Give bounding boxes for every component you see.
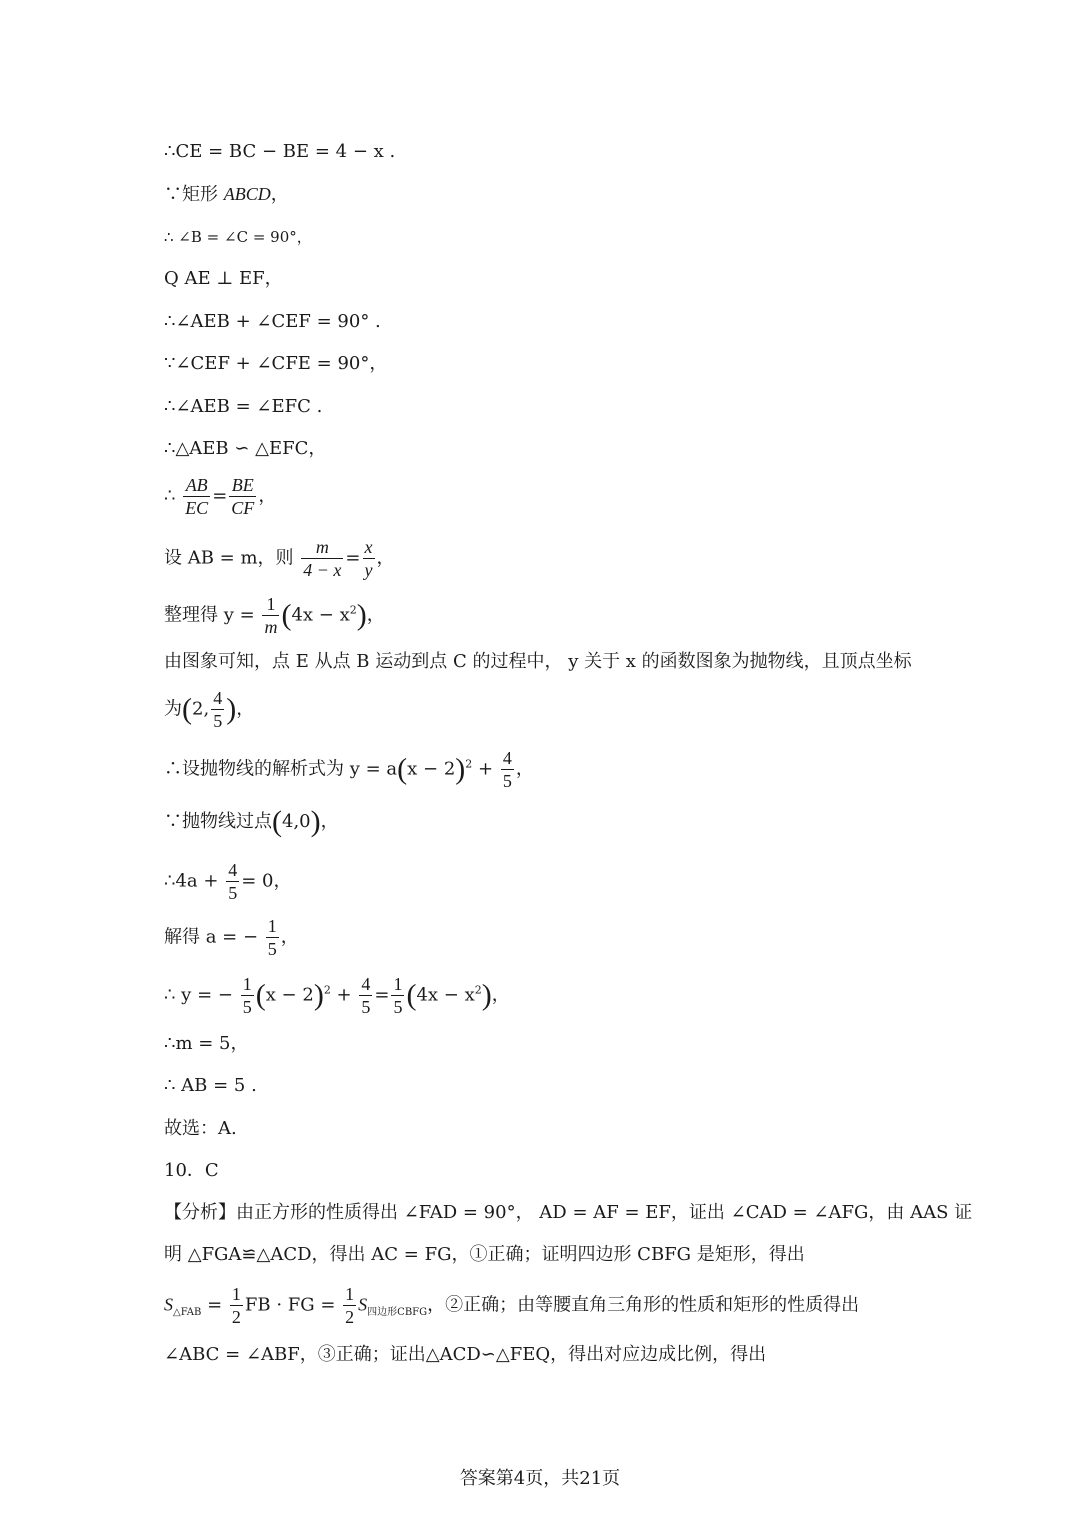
line-15: ∵抛物线过点(4,0)， bbox=[164, 805, 339, 838]
area-symbol-2: S bbox=[358, 1294, 368, 1315]
line-19-text: ∴m = 5， bbox=[164, 1033, 249, 1054]
frac-num: x bbox=[364, 537, 373, 557]
frac-den: EC bbox=[185, 498, 209, 518]
line-16 bbox=[164, 860, 291, 903]
fraction-1-5a bbox=[241, 974, 254, 1017]
frac-num: 1 bbox=[393, 974, 403, 994]
frac-den: 5 bbox=[267, 939, 277, 959]
page-footer: 答案第4页，共21页 bbox=[459, 1468, 621, 1489]
line-9: ∴ $\frac{AB}{EC}$ = $\frac{BE}{CF}$ ， bbox=[164, 475, 277, 518]
line-4 bbox=[164, 267, 283, 291]
frac-den: 4 − x bbox=[303, 560, 342, 580]
frac-num: 1 bbox=[267, 916, 277, 936]
line-16-prefix: ∴4a + bbox=[164, 870, 219, 892]
line-3 bbox=[164, 225, 312, 249]
line-26-text: ∠ABC = ∠ABF，③正确；证出△ACD∽△FEQ，得出对应边成比例，得出 bbox=[164, 1344, 767, 1365]
line-17: 解得 a = − $\frac{1}{5}$ ， bbox=[164, 916, 299, 959]
line-24-text: 明 △FGA≌△ACD，得出 AC = FG，①正确；证明四边形 CBFG 是矩形，得出 bbox=[164, 1244, 805, 1265]
line-23-text: 【分析】由正方形的性质得出 ∠FAD = 90°， AD = AF = EF，证出 ∠CAD = ∠AFG，由 AAS 证 bbox=[164, 1202, 973, 1223]
frac-num: 1 bbox=[242, 974, 252, 994]
line-18-expr2: 4x − x bbox=[416, 984, 475, 1006]
line-20 bbox=[164, 1074, 257, 1098]
line-13-a: 2, bbox=[192, 698, 210, 720]
line-12-text: 由图象可知，点 E 从点 B 运动到点 C 的过程中， y 关于 x 的函数图象为抛物线，且顶点坐标 bbox=[164, 651, 912, 672]
line-4-text: Q AE ⊥ EF， bbox=[164, 268, 283, 289]
line-11: 整理得 y = $\frac{1}{m}$ $(4x - x^2)$， bbox=[164, 594, 385, 637]
fraction-m bbox=[301, 537, 343, 580]
line-25: $S_{\triangle FAB}$ = $\frac{1}{2}$ FB · FG = $\frac{1}{2}$ $S_{四边形CBFG}$，②正确；由等腰直角三角形的性质和矩形的性质得出 bbox=[164, 1284, 860, 1327]
frac-num: m bbox=[315, 537, 329, 557]
line-14-prefix: ∴设抛物线的解析式为 y = a bbox=[164, 758, 398, 780]
line-2-suffix: ， bbox=[270, 184, 289, 205]
line-10-prefix: 设 AB = m，则 bbox=[164, 547, 294, 569]
fraction-1-5b bbox=[391, 974, 404, 1017]
line-11-expr: 4x − x bbox=[291, 604, 350, 626]
line-20-text: ∴ AB = 5 . bbox=[164, 1075, 257, 1096]
area-subscript-1: △FAB bbox=[173, 1307, 202, 1319]
fraction-4-5 bbox=[211, 688, 224, 731]
line-12 bbox=[164, 650, 912, 674]
line-5-text: ∴∠AEB + ∠CEF = 90° . bbox=[164, 311, 381, 332]
frac-den: 5 bbox=[393, 997, 403, 1017]
fraction-be-cf bbox=[229, 475, 256, 518]
fraction-1-2b bbox=[343, 1284, 356, 1327]
line-19 bbox=[164, 1032, 249, 1056]
frac-den: 5 bbox=[502, 771, 512, 791]
line-1 bbox=[164, 140, 395, 164]
line-2-var: ABCD bbox=[223, 184, 271, 204]
frac-num: 4 bbox=[228, 860, 238, 880]
line-5 bbox=[164, 310, 381, 334]
fraction-ab-ec bbox=[183, 475, 210, 518]
frac-den: m bbox=[264, 617, 278, 637]
frac-den: 2 bbox=[345, 1307, 355, 1327]
frac-num: BE bbox=[231, 475, 254, 495]
line-24 bbox=[164, 1243, 805, 1267]
line-21 bbox=[164, 1117, 237, 1141]
line-23 bbox=[164, 1201, 972, 1225]
frac-num: AB bbox=[185, 475, 208, 495]
line-13: 为(2, $\frac{4}{5}$ )， bbox=[164, 688, 255, 731]
line-18-prefix: ∴ y = − bbox=[164, 984, 233, 1006]
frac-den: 5 bbox=[361, 997, 371, 1017]
line-14: ∴设抛物线的解析式为 $y = a(x - 2)^2$ + $\frac{4}{5}$ ， bbox=[164, 748, 534, 791]
line-6-text: ∵∠CEF + ∠CFE = 90°， bbox=[164, 353, 388, 374]
frac-den: 5 bbox=[213, 711, 223, 731]
line-14-expr: x − 2 bbox=[407, 758, 456, 780]
fraction-xy bbox=[363, 537, 375, 580]
line-16-suffix: = 0， bbox=[241, 870, 292, 892]
line-17-prefix: 解得 a = − bbox=[164, 926, 259, 948]
fraction-1-2a bbox=[230, 1284, 243, 1327]
line-25-suffix: ，②正确；由等腰直角三角形的性质和矩形的性质得出 bbox=[427, 1294, 860, 1316]
frac-num: 1 bbox=[266, 594, 276, 614]
frac-den: 2 bbox=[231, 1307, 241, 1327]
line-10: 设 AB = m，则 $\frac{m}{4 - x}$ = $\frac{x}{y}$ ， bbox=[164, 537, 395, 580]
line-15-prefix: ∵抛物线过点 bbox=[164, 811, 272, 832]
frac-den: y bbox=[364, 560, 373, 580]
line-22 bbox=[164, 1159, 219, 1183]
line-22-text: 10．C bbox=[164, 1160, 219, 1181]
line-2 bbox=[164, 182, 289, 207]
frac-num: 1 bbox=[345, 1284, 355, 1304]
line-1-text: ∴CE = BC − BE = 4 − x . bbox=[164, 141, 396, 162]
line-7 bbox=[164, 395, 322, 419]
frac-den: CF bbox=[231, 498, 255, 518]
fraction-4-5c bbox=[226, 860, 239, 903]
line-18-expr1: x − 2 bbox=[265, 984, 314, 1006]
area-subscript-2: 四边形CBFG bbox=[367, 1307, 428, 1319]
area-symbol: S bbox=[164, 1294, 173, 1315]
line-15-point: 4,0 bbox=[282, 811, 311, 832]
frac-num: 1 bbox=[231, 1284, 241, 1304]
frac-num: 4 bbox=[213, 688, 223, 708]
frac-num: 4 bbox=[502, 748, 512, 768]
line-21-text: 故选：A. bbox=[164, 1118, 237, 1139]
fraction-4-5d bbox=[359, 974, 372, 1017]
line-11-prefix: 整理得 y = bbox=[164, 604, 255, 626]
frac-den: 5 bbox=[242, 997, 252, 1017]
line-3-text: ∴ ∠B = ∠C = 90°， bbox=[164, 228, 312, 246]
fraction-1-5 bbox=[266, 916, 279, 959]
line-8 bbox=[164, 437, 326, 461]
line-18: ∴ y = − $\frac{1}{5}$ $(x - 2)^2$ + $\frac{4}{5}$ = $\frac{1}{5}$ $(4x - x^2)$， bbox=[164, 974, 510, 1017]
fraction-4-5b bbox=[501, 748, 514, 791]
line-25-mid: FB · FG = bbox=[244, 1294, 336, 1316]
line-6 bbox=[164, 352, 387, 376]
frac-den: 5 bbox=[228, 883, 238, 903]
line-13-prefix: 为 bbox=[164, 698, 182, 720]
line-26 bbox=[164, 1343, 766, 1367]
line-7-text: ∴∠AEB = ∠EFC . bbox=[164, 396, 323, 417]
frac-num: 4 bbox=[361, 974, 371, 994]
line-8-text: ∴△AEB ∽ △EFC， bbox=[164, 438, 327, 459]
line-2-prefix: ∵矩形 bbox=[164, 184, 224, 205]
fraction-1-m bbox=[262, 594, 279, 637]
